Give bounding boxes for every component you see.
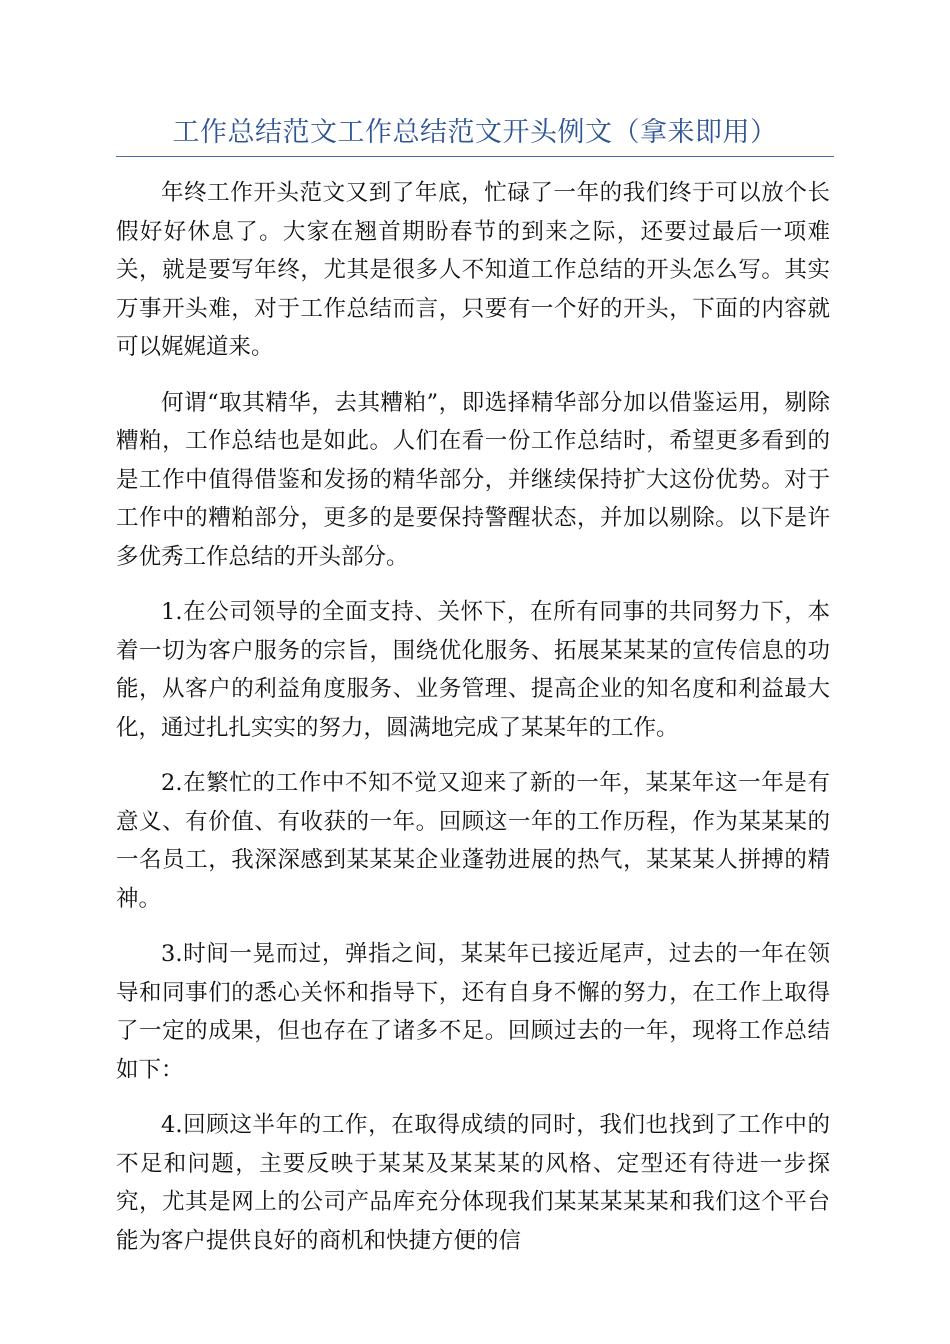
paragraph-example-1: 1.在公司领导的全面支持、关怀下，在所有同事的共同努力下，本着一切为客户服务的宗旨，围绕优化服务、拓展某某某的宣传信息的功能，从客户的利益角度服务、业务管理、提高企业的知名度和利益最大化，通过扎扎实实的努力，圆满地完成了某某年的工作。 <box>116 599 830 741</box>
paragraph-intro: 年终工作开头范文又到了年底，忙碌了一年的我们终于可以放个长假好好休息了。大家在翘首期盼春节的到来之际，还要过最后一项难关，就是要写年终，尤其是很多人不知道工作总结的开头怎么写。其实万事开头难，对于工作总结而言，只要有一个好的开头，下面的内容就可以娓娓道来。 <box>116 180 830 360</box>
paragraph-example-2: 2.在繁忙的工作中不知不觉又迎来了新的一年，某某年这一年是有意义、有价值、有收获的一年。回顾这一年的工作历程，作为某某某的一名员工，我深深感到某某某企业蓬勃进展的热气，某某某人拼搏的精神。 <box>116 770 830 912</box>
document-title: 工作总结范文工作总结范文开头例文（拿来即用） <box>172 117 778 148</box>
paragraph-essence: 何谓“取其精华，去其糟粕”，即选择精华部分加以借鉴运用，剔除糟粕，工作总结也是如此。人们在看一份工作总结时，希望更多看到的是工作中值得借鉴和发扬的精华部分，并继续保持扩大这份优势。对于工作中的糟粕部分，更多的是要保持警醒状态，并加以剔除。以下是许多优秀工作总结的开头部分。 <box>116 389 830 570</box>
title-block <box>116 112 834 157</box>
paragraph-example-4: 4.回顾这半年的工作，在取得成绩的同时，我们也找到了工作中的不足和问题，主要反映于某某及某某某的风格、定型还有待进一步探究，尤其是网上的公司产品库充分体现我们某某某某某和我们这个平台能为客户提供良好的商机和快捷方便的信 <box>116 1112 830 1254</box>
paragraph-example-3: 3.时间一晃而过，弹指之间，某某年已接近尾声，过去的一年在领导和同事们的悉心关怀和指导下，还有自身不懈的努力，在工作上取得了一定的成果，但也存在了诸多不足。回顾过去的一年，现将工作总结如下： <box>116 941 830 1083</box>
document-body <box>116 174 830 1277</box>
